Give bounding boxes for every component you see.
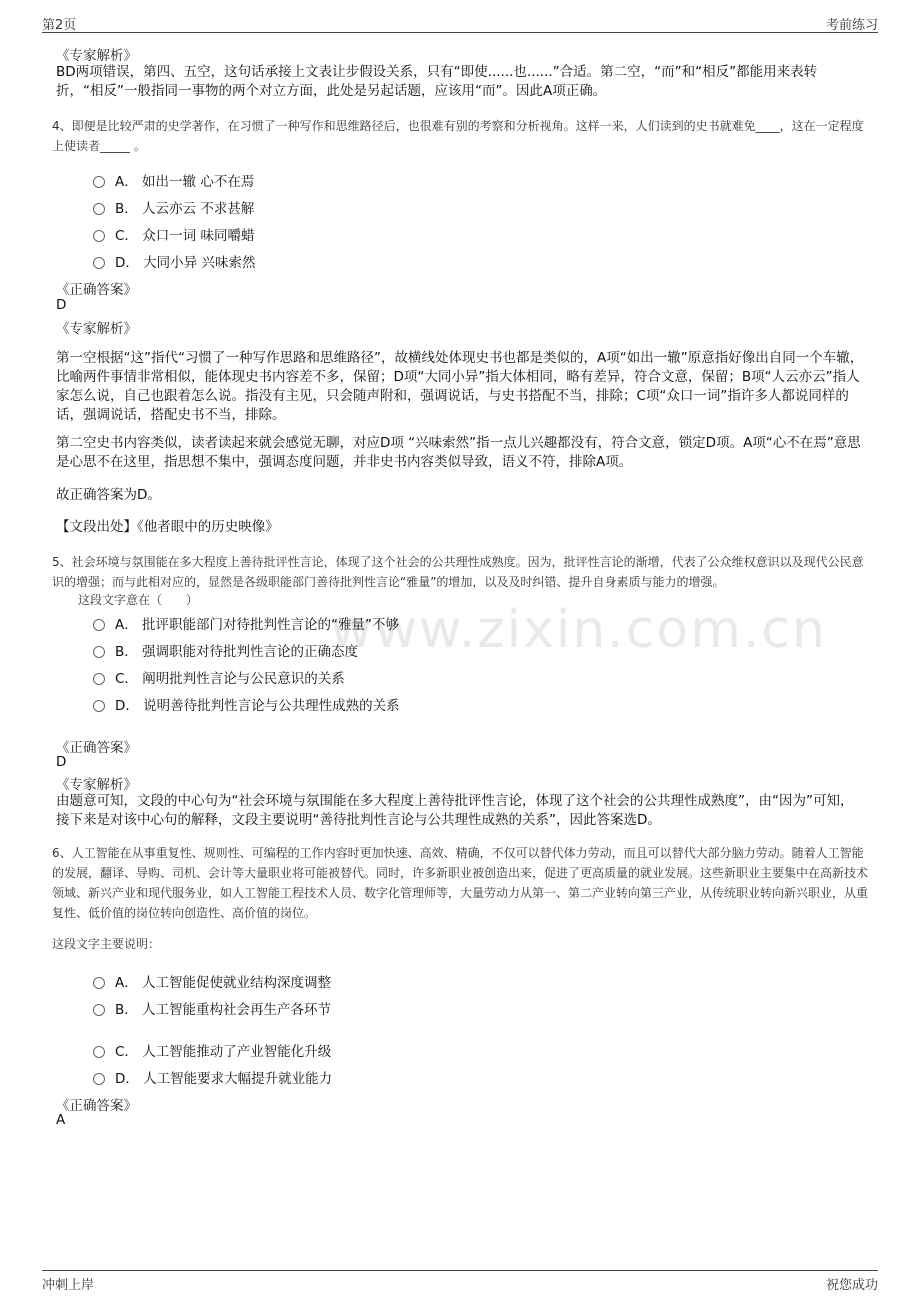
radio-icon[interactable]: [93, 230, 105, 242]
option-label: C． 阐明批判性言论与公民意识的关系: [115, 671, 345, 687]
option-label: B． 强调职能对待批判性言论的正确态度: [115, 644, 359, 660]
option-d[interactable]: [93, 251, 255, 271]
option-label: A． 如出一辙 心不在焉: [115, 174, 255, 190]
option-label: D． 大同小异 兴味索然: [115, 255, 256, 271]
watermark: www.zixin.com.cn: [330, 600, 827, 660]
option-label: B． 人云亦云 不求甚解: [115, 201, 255, 217]
option-a[interactable]: [93, 613, 399, 633]
analysis-text: BD两项错误，第四、五空，这句话承接上文表让步假设关系，只有“即使......也......”合适。第二空，“而”和“相反”都能用来表转折，“相反”一般指同一事物的两个对立方面，此处是另起话题，应该用“而”。因此A项正确。: [56, 64, 818, 99]
option-a[interactable]: [93, 170, 254, 190]
option-d[interactable]: [93, 694, 400, 714]
expert-analysis-label: 《专家解析》: [56, 48, 137, 64]
option-c[interactable]: [93, 1040, 331, 1060]
radio-icon[interactable]: [93, 1004, 105, 1016]
option-label: C． 人工智能推动了产业智能化升级: [115, 1044, 332, 1060]
option-b[interactable]: [93, 197, 254, 217]
correct-answer-label: 《正确答案》: [56, 1098, 137, 1114]
page-footer: [42, 1270, 878, 1297]
option-label: A． 人工智能促使就业结构深度调整: [115, 975, 332, 991]
question-6-stem: 6、人工智能在从事重复性、规则性、可编程的工作内容时更加快速、高效、精确，不仅可以替代体力劳动，而且可以替代大部分脑力劳动。随着人工智能的发展，翻译、导购、司机、会计等大量职业将可能被替代。同时，许多新职业被创造出来，促进了更高质量的就业发展。这些新职业主要集中在高新技术领域、新兴产业和现代服务业，如人工智能工程技术人员、数字化管理师等，大量劳动力从第一、第二产业转向第三产业，从传统职业转向新兴职业，从重复性、低价值的岗位转向创造性、高价值的岗位。: [52, 846, 869, 920]
radio-icon[interactable]: [93, 203, 105, 215]
page-header: [42, 10, 878, 33]
question-5-stem: 5、社会环境与氛围能在多大程度上善待批评性言论，体现了这个社会的公共理性成熟度。因为，批评性言论的渐增，代表了公众维权意识以及现代公民意识的增强；而与此相对应的，显然是各级职能部门善待批判性言论“雅量”的增加，以及及时纠错、提升自身素质与能力的增强。: [52, 555, 864, 589]
option-label: D． 人工智能要求大幅提升就业能力: [115, 1071, 333, 1087]
correct-answer-label: 《正确答案》: [56, 282, 137, 298]
footer-right-text: 祝您成功: [825, 1278, 878, 1293]
analysis-conclusion: 故正确答案为D。: [56, 487, 161, 503]
correct-answer: D: [56, 297, 67, 313]
footer-left-text: 冲刺上岸: [42, 1278, 95, 1293]
expert-analysis-label: 《专家解析》: [56, 321, 137, 337]
header-title: 考前练习: [825, 18, 878, 33]
expert-analysis-label: 《专家解析》: [56, 777, 137, 793]
question-prompt: 这段文字主要说明：: [52, 937, 161, 951]
radio-icon[interactable]: [93, 700, 105, 712]
correct-answer: D: [56, 754, 67, 770]
page-number: 第2页: [42, 18, 77, 33]
option-d[interactable]: [93, 1067, 332, 1087]
analysis-text: 由题意可知，文段的中心句为“社会环境与氛围能在多大程度上善待批评性言论，体现了这个社会的公共理性成熟度”，由“因为”可知，接下来是对该中心句的解释，文段主要说明“善待批判性言论与公共理性成熟的关系”，因此答案选D。: [56, 793, 854, 828]
option-c[interactable]: [93, 224, 255, 244]
option-label: B． 人工智能重构社会再生产各环节: [115, 1002, 332, 1018]
option-c[interactable]: [93, 667, 345, 687]
correct-answer-label: 《正确答案》: [56, 740, 137, 756]
correct-answer: A: [56, 1112, 66, 1128]
radio-icon[interactable]: [93, 257, 105, 269]
question-prompt: 这段文字意在（ ）: [78, 593, 199, 607]
radio-icon[interactable]: [93, 646, 105, 658]
radio-icon[interactable]: [93, 1046, 105, 1058]
option-label: C． 众口一词 味同嚼蜡: [115, 228, 255, 244]
radio-icon[interactable]: [93, 619, 105, 631]
radio-icon[interactable]: [93, 1073, 105, 1085]
analysis-paragraph: 第一空根据“这”指代“习惯了一种写作思路和思维路径”，故横线处体现史书也都是类似的，A项“如出一辙”原意指好像出自同一个车辙，比喻两件事情非常相似，能体现史书内容差不多，保留；D项“大同小异”指大体相同，略有差异，符合文意，保留；B项“人云亦云”指人家怎么说，自己也跟着怎么说。指没有主见，只会随声附和，强调说话，与史书搭配不当，排除；C项“众口一词”指许多人都说同样的话，强调说话，搭配史书不当，排除。: [56, 350, 864, 423]
option-b[interactable]: [93, 998, 331, 1018]
option-a[interactable]: [93, 971, 331, 991]
option-label: D． 说明善待批判性言论与公共理性成熟的关系: [115, 698, 400, 714]
radio-icon[interactable]: [93, 977, 105, 989]
source-citation: 【文段出处】《他者眼中的历史映像》: [56, 519, 279, 535]
option-label: A． 批评职能部门对待批判性言论的“雅量”不够: [115, 617, 400, 633]
radio-icon[interactable]: [93, 673, 105, 685]
radio-icon[interactable]: [93, 176, 105, 188]
option-b[interactable]: [93, 640, 358, 660]
analysis-paragraph: 第二空史书内容类似，读者读起来就会感觉无聊，对应D项 “兴味索然”指一点儿兴趣都没有，符合文意，锁定D项。A项“心不在焉”意思是心思不在这里，指思想不集中，强调态度问题，并非史书内容类似导致，语义不符，排除A项。: [56, 435, 861, 470]
question-4-stem: 4、即便是比较严肃的史学著作，在习惯了一种写作和思维路径后，也很难有别的考察和分析视角。这样一来，人们读到的史书就难免____，这在一定程度上使读者_____ 。: [52, 119, 864, 153]
